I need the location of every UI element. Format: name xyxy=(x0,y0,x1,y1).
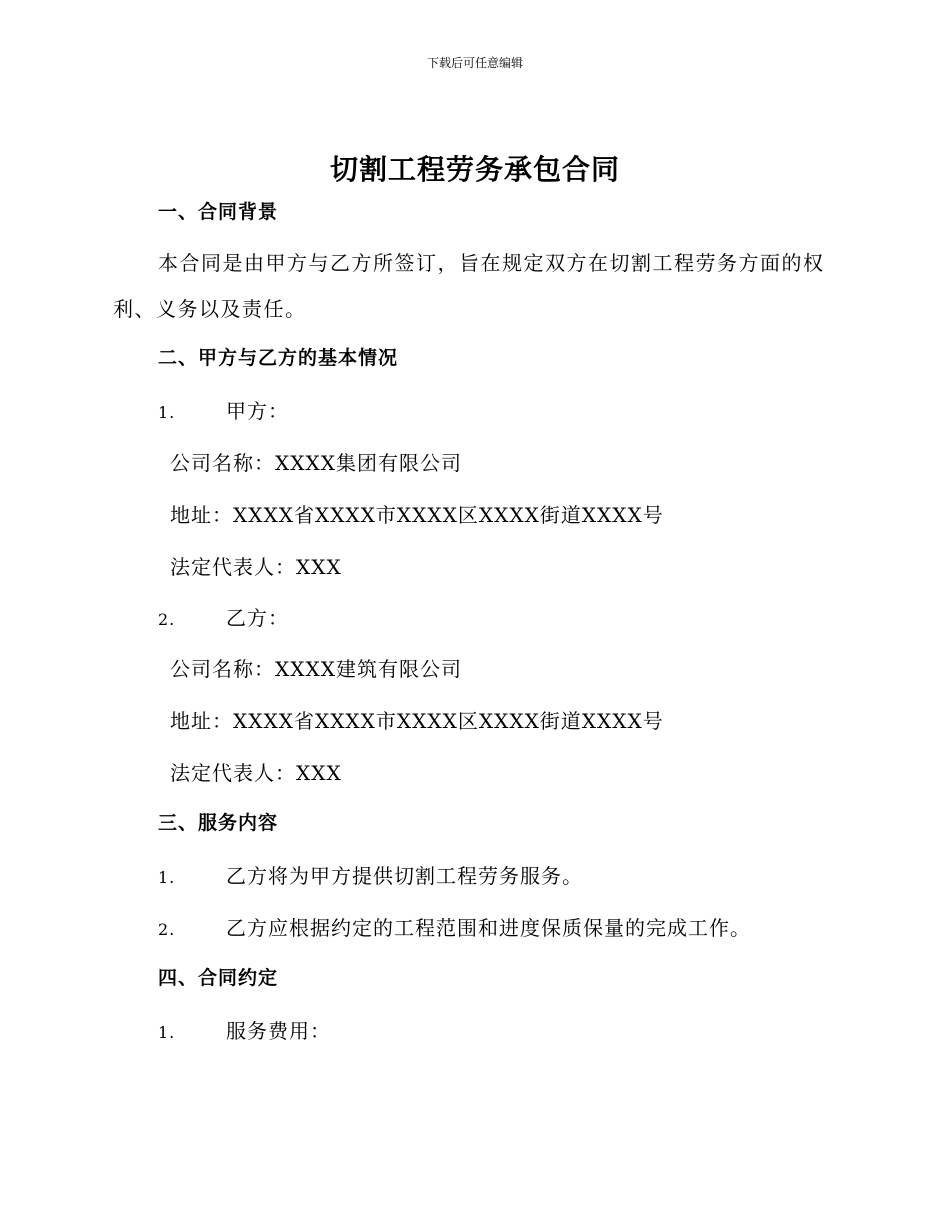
list-number: 1. xyxy=(158,403,176,422)
list-number: 1. xyxy=(158,868,176,887)
list-item xyxy=(158,912,751,941)
page-header: 下载后可任意编辑 xyxy=(426,56,523,70)
background-paragraph: 本合同是由甲方与乙方所签订，旨在规定双方在切割工程劳务方面的权利、义务以及责任。 xyxy=(113,251,825,321)
section-heading-agreement: 四、合同约定 xyxy=(158,967,279,989)
list-item-text: 乙方将为甲方提供切割工程劳务服务。 xyxy=(226,864,583,888)
party-b-label: 乙方： xyxy=(226,606,289,630)
party-b-address: 地址：XXXX省XXXX市XXXX区XXXX街道XXXX号 xyxy=(170,709,664,733)
list-number: 2. xyxy=(158,920,176,939)
section-heading-background: 一、合同背景 xyxy=(158,201,279,223)
list-item xyxy=(158,860,583,889)
party-b-representative: 法定代表人：XXX xyxy=(170,761,342,785)
section-heading-parties: 二、甲方与乙方的基本情况 xyxy=(158,347,399,369)
list-number: 1. xyxy=(158,1023,176,1042)
list-item-text: 乙方应根据约定的工程范围和进度保质保量的完成工作。 xyxy=(226,916,751,940)
list-item-text: 服务费用： xyxy=(226,1019,331,1043)
list-item xyxy=(158,1015,331,1044)
party-a-label: 甲方： xyxy=(226,399,289,423)
party-a-representative: 法定代表人：XXX xyxy=(170,555,342,579)
party-a-company-name: 公司名称：XXXX集团有限公司 xyxy=(170,451,462,475)
party-a-address: 地址：XXXX省XXXX市XXXX区XXXX街道XXXX号 xyxy=(170,503,664,527)
list-number: 2. xyxy=(158,610,176,629)
section-heading-services: 三、服务内容 xyxy=(158,812,279,834)
party-b-item xyxy=(158,602,289,631)
party-a-item xyxy=(158,395,289,424)
party-b-company-name: 公司名称：XXXX建筑有限公司 xyxy=(170,657,462,681)
document-title: 切割工程劳务承包合同 xyxy=(329,153,620,186)
